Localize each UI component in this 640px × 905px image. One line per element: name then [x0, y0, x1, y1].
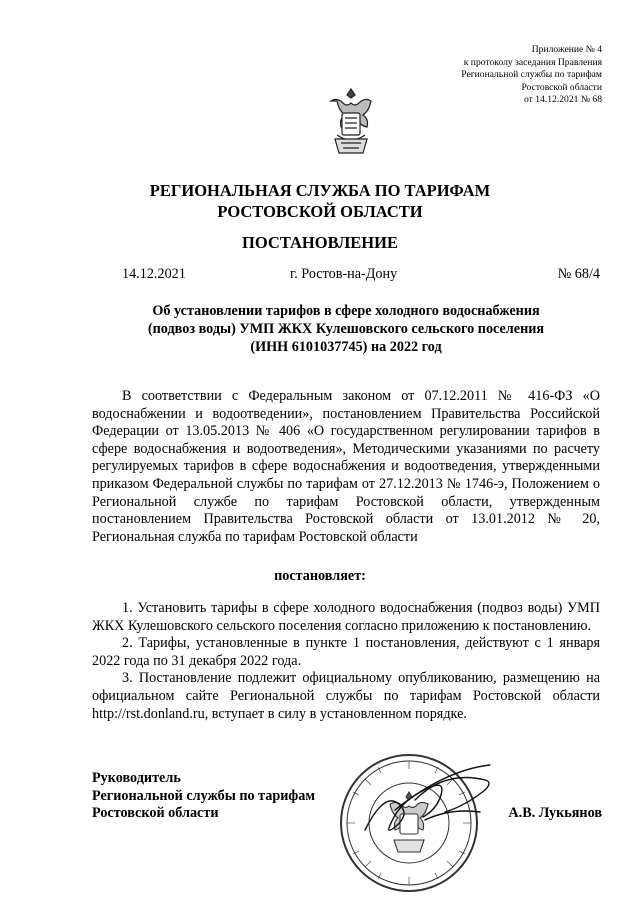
subject-line: Об установлении тарифов в сфере холодного водоснабжения: [152, 303, 540, 319]
document-number: № 68/4: [557, 266, 600, 282]
resolution-points: [92, 600, 600, 723]
signatory-title-line: Руководитель: [92, 770, 181, 786]
signatory-title-line: Ростовской области: [92, 805, 219, 821]
preamble-text: В соответствии с Федеральным законом от 07.12.2011 № 416-ФЗ «О водоснабжении и водоотведении», постановлением Правительства Российской Федерации от 13.05.2013 № 406 «О государственном регулировании тарифов в сфере водоснабжения и водоотведения», Методическими указаниями по расчету регулируемых тарифов в сфере водоснабжения и водоотведения, утвержденными приказом Федеральной службы по тарифам от 27.12.2013 № 1746-э, Положением о Региональной службе по тарифам Ростовской области, утвержденным постановлением Правительства Ростовской области от 13.01.2012 № 20, Региональная служба по тарифам Ростовской области: [92, 388, 600, 545]
signatory-title: [92, 770, 315, 823]
preamble: [92, 388, 600, 546]
resolves-heading: постановляет:: [274, 568, 366, 584]
organization-title-line: РЕГИОНАЛЬНАЯ СЛУЖБА ПО ТАРИФАМ: [149, 181, 491, 200]
resolution-point: 2. Тарифы, установленные в пункте 1 постановления, действуют с 1 января 2022 года по 31 декабря 2022 года.: [92, 635, 600, 669]
subject-line: (подвоз воды) УМП ЖКХ Кулешовского сельского поселения: [147, 321, 545, 337]
document-meta: [92, 266, 600, 286]
coat-of-arms-icon: [325, 85, 377, 157]
resolution-point: 3. Постановление подлежит официальному опубликованию, размещению на официальном сайте Региональной службы по тарифам Ростовской области http://rst.donland.ru, вступает в силу в установленном порядке.: [92, 670, 600, 722]
signatory-name: А.В. Лукьянов: [508, 805, 602, 821]
document-city: г. Ростов-на-Дону: [290, 266, 398, 282]
handwritten-signature-icon: [355, 760, 505, 850]
appendix-line: от 14.12.2021 № 68: [524, 94, 602, 106]
appendix-note: [461, 44, 602, 107]
organization-title: [0, 180, 640, 222]
organization-title-line: РОСТОВСКОЙ ОБЛАСТИ: [217, 202, 423, 221]
appendix-line: к протоколу заседания Правления: [463, 56, 602, 68]
appendix-line: Приложение № 4: [531, 44, 602, 55]
subject-line: (ИНН 6101037745) на 2022 год: [250, 339, 442, 355]
signatory-title-line: Региональной службы по тарифам: [92, 787, 316, 804]
appendix-line: Региональной службы по тарифам: [461, 69, 602, 81]
resolution-point: 1. Установить тарифы в сфере холодного водоснабжения (подвоз воды) УМП ЖКХ Кулешовского сельского поселения согласно приложению к постановлению.: [92, 600, 600, 634]
appendix-line: Ростовской области: [521, 81, 602, 93]
document-subject: [92, 302, 600, 356]
document-date: 14.12.2021: [122, 266, 186, 282]
document-type: ПОСТАНОВЛЕНИЕ: [242, 233, 398, 252]
